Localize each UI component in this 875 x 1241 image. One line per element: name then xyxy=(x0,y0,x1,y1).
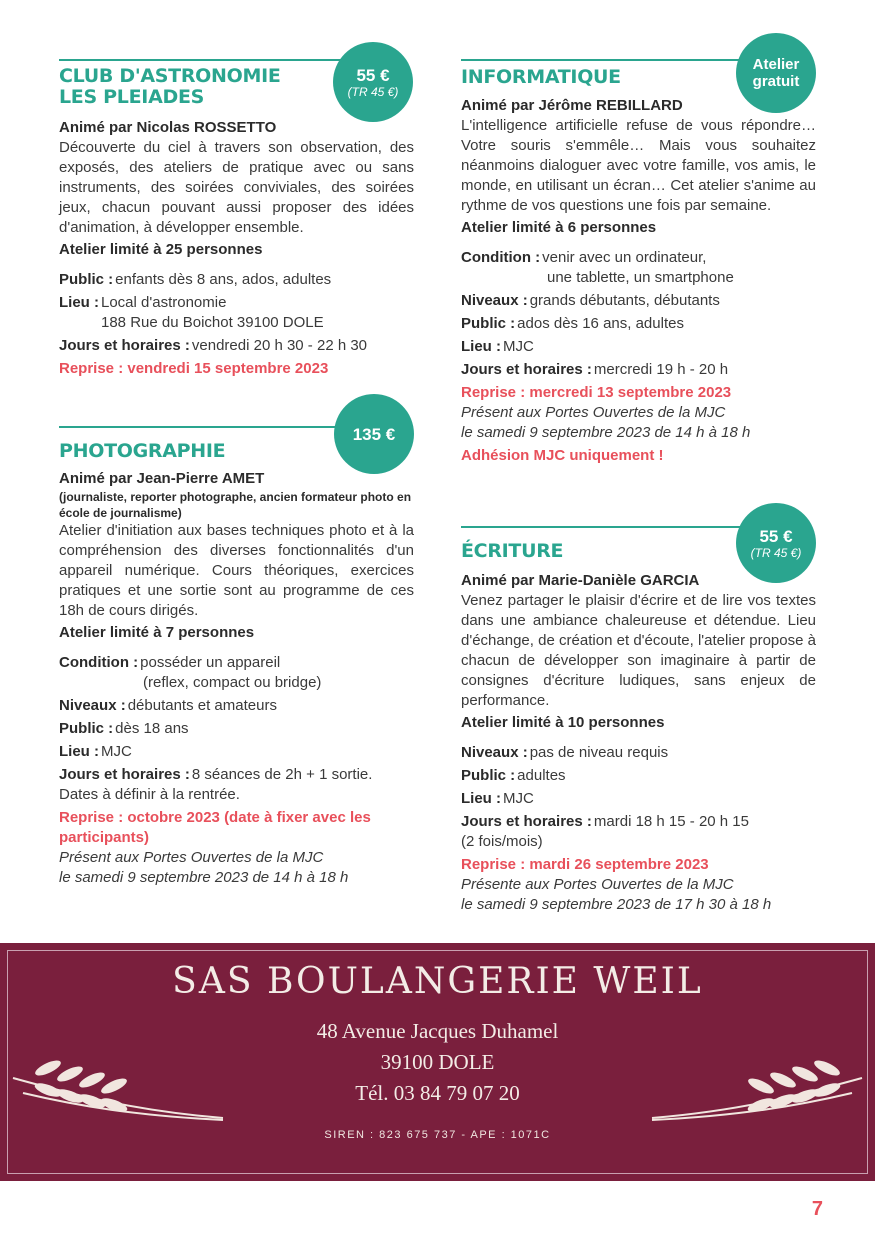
ad-siren: SIREN : 823 675 737 - APE : 1071C xyxy=(324,1129,551,1141)
ecriture-animator: Animé par Marie-Danièle GARCIA xyxy=(461,572,700,589)
astronomie-reprise: Reprise : vendredi 15 septembre 2023 xyxy=(59,360,329,377)
astronomie-lieu: Lieu : Local d'astronomie xyxy=(59,294,227,311)
ecriture-body xyxy=(461,571,816,915)
badge-line2: gratuit xyxy=(752,73,800,90)
photographie-public: Public : dès 18 ans xyxy=(59,720,189,737)
ecriture-rule xyxy=(461,526,751,528)
ad-title: SAS BOULANGERIE WEIL xyxy=(172,961,703,1002)
photographie-niveaux: Niveaux : débutants et amateurs xyxy=(59,697,277,714)
ecriture-description: Venez partager le plaisir d'écrire et de lire vos textes dans une ambiance chaleureuse et détendue. Lieu d'échange, de création et d'écoute, l'atelier propose à chacun de développer son imaginaire à partir de consignes d'écriture ludiques, sans enjeux de performance. xyxy=(461,592,816,709)
boulangerie-ad-banner xyxy=(0,943,875,1181)
astronomie-jours: Jours et horaires : vendredi 20 h 30 - 22 h 30 xyxy=(59,337,368,354)
photographie-price-badge xyxy=(334,394,414,474)
astronomie-title xyxy=(59,66,281,108)
astronomie-rule xyxy=(59,59,349,61)
badge-line1: Atelier xyxy=(752,56,800,73)
photographie-limit: Atelier limité à 7 personnes xyxy=(59,624,255,641)
ad-phone: Tél. 03 84 79 07 20 xyxy=(355,1081,520,1105)
price: 55 € xyxy=(759,526,793,546)
informatique-portes-ouvertes-date: le samedi 9 septembre 2023 de 14 h à 18 h xyxy=(461,424,751,441)
informatique-adhesion: Adhésion MJC uniquement ! xyxy=(461,447,664,464)
photographie-jours-detail: Dates à définir à la rentrée. xyxy=(59,786,240,803)
ecriture-niveaux: Niveaux : pas de niveau requis xyxy=(461,744,669,761)
photographie-condition: Condition : posséder un appareil xyxy=(59,654,281,671)
ecriture-public: Public : adultes xyxy=(461,767,566,784)
photographie-portes-ouvertes-date: le samedi 9 septembre 2023 de 14 h à 18 h xyxy=(59,869,349,886)
photographie-lieu: Lieu : MJC xyxy=(59,743,132,760)
page-number: 7 xyxy=(811,1198,823,1220)
wheat-right-icon xyxy=(647,1038,867,1128)
astronomie-description: Découverte du ciel à travers son observation, des exposés, des ateliers de pratique avec ou sans instruments, des soirées conviviales, des soirées jeux, chacun pouvant aussi proposer des idées d'animation, à développer ensemble. xyxy=(59,139,414,236)
astronomie-limit: Atelier limité à 25 personnes xyxy=(59,241,263,258)
astronomie-title-line2: LES PLEIADES xyxy=(59,86,205,108)
informatique-rule xyxy=(461,59,751,61)
ecriture-jours: Jours et horaires : mardi 18 h 15 - 20 h 15 xyxy=(461,813,749,830)
informatique-reprise: Reprise : mercredi 13 septembre 2023 xyxy=(461,384,732,401)
ad-address-street: 48 Avenue Jacques Duhamel xyxy=(316,1019,559,1043)
informatique-public: Public : ados dès 16 ans, adultes xyxy=(461,315,684,332)
ecriture-portes-ouvertes: Présente aux Portes Ouvertes de la MJC xyxy=(461,876,734,893)
informatique-condition-detail: une tablette, un smartphone xyxy=(547,269,734,286)
photographie-animator: Animé par Jean-Pierre AMET xyxy=(59,470,265,487)
astronomie-body xyxy=(59,118,414,379)
informatique-limit: Atelier limité à 6 personnes xyxy=(461,219,657,236)
ecriture-lieu: Lieu : MJC xyxy=(461,790,534,807)
reduced-price: (TR 45 €) xyxy=(347,84,399,99)
reduced-price: (TR 45 €) xyxy=(750,545,802,560)
photographie-jours: Jours et horaires : 8 séances de 2h + 1 sortie. xyxy=(59,766,373,783)
informatique-title: INFORMATIQUE xyxy=(461,66,621,88)
astronomie-price-badge xyxy=(333,42,413,122)
ecriture-title: ÉCRITURE xyxy=(461,540,564,562)
photographie-reprise: Reprise : octobre 2023 (date à fixer avec les participants) xyxy=(59,809,371,846)
photographie-rule xyxy=(59,426,349,428)
astronomie-animator: Animé par Nicolas ROSSETTO xyxy=(59,119,277,136)
photographie-description: Atelier d'initiation aux bases techniques photo et à la compréhension des diverses fonctionnalités d'un appareil numérique. Cours théoriques, exercices pratiques et une sortie sont au programme de ces 18h de cours dirigés. xyxy=(59,522,414,619)
photographie-animator-detail: (journaliste, reporter photographe, ancien formateur photo en école de journalisme) xyxy=(59,490,412,520)
informatique-condition: Condition : venir avec un ordinateur, xyxy=(461,249,707,266)
ecriture-portes-ouvertes-date: le samedi 9 septembre 2023 de 17 h 30 à 18 h xyxy=(461,896,772,913)
photographie-title: PHOTOGRAPHIE xyxy=(59,440,226,462)
astronomie-public: Public : enfants dès 8 ans, ados, adultes xyxy=(59,271,332,288)
price: 135 € xyxy=(352,424,396,444)
wheat-left-icon xyxy=(8,1038,228,1128)
photographie-body xyxy=(59,469,414,888)
ecriture-jours-detail: (2 fois/mois) xyxy=(461,833,543,850)
ecriture-limit: Atelier limité à 10 personnes xyxy=(461,714,665,731)
photographie-portes-ouvertes: Présent aux Portes Ouvertes de la MJC xyxy=(59,849,324,866)
informatique-niveaux: Niveaux : grands débutants, débutants xyxy=(461,292,720,309)
informatique-lieu: Lieu : MJC xyxy=(461,338,534,355)
price: 55 € xyxy=(356,65,390,85)
informatique-description: L'intelligence artificielle refuse de vous répondre… Votre souris s'emmêle… Mais vous souhaitez néanmoins dialoguer avec votre famille, vos amis, le monde, en utilisant un écran… Cet atelier s'anime au rythme de vos questions une fois par semaine. xyxy=(461,117,816,214)
informatique-portes-ouvertes: Présent aux Portes Ouvertes de la MJC xyxy=(461,404,726,421)
ecriture-reprise: Reprise : mardi 26 septembre 2023 xyxy=(461,856,709,873)
ad-address-city: 39100 DOLE xyxy=(380,1050,495,1074)
informatique-animator: Animé par Jérôme REBILLARD xyxy=(461,97,683,114)
astronomie-lieu-address: 188 Rue du Boichot 39100 DOLE xyxy=(101,314,324,331)
photographie-condition-detail: (reflex, compact ou bridge) xyxy=(143,674,322,691)
informatique-jours: Jours et horaires : mercredi 19 h - 20 h xyxy=(461,361,729,378)
informatique-body xyxy=(461,96,816,466)
astronomie-title-line1: CLUB D'ASTRONOMIE xyxy=(59,65,281,87)
